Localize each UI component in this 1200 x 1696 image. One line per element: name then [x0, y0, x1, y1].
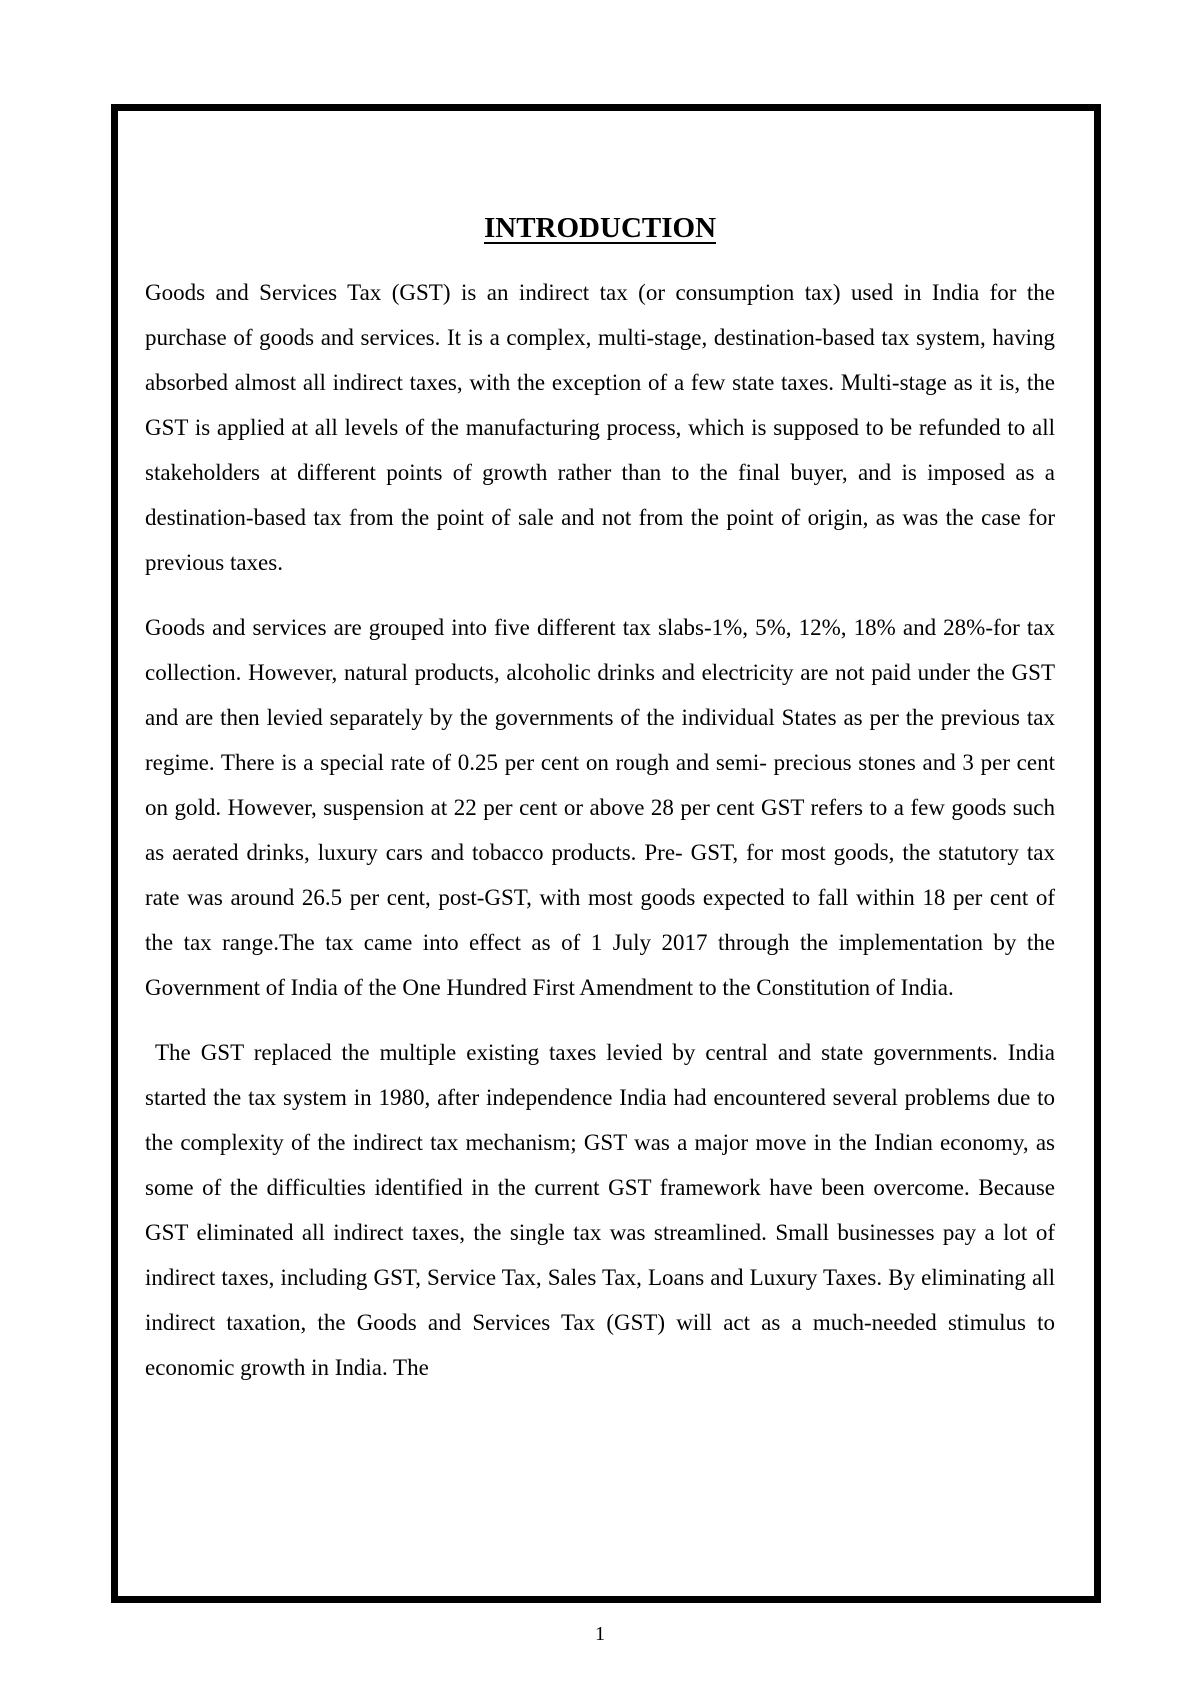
page-title: INTRODUCTION	[483, 212, 717, 244]
document-body	[145, 208, 1061, 1410]
paragraph-1: Goods and Services Tax (GST) is an indirect tax (or consumption tax) used in India for the purchase of goods and services. It is a complex, multi-stage, destination-based tax system, having absorbed almost all indirect taxes, with the exception of a few state taxes. Multi-stage as it is, the GST is applied at all levels of the manufacturing process, which is supposed to be refunded to all stakeholders at different points of growth rather than to the final buyer, and is imposed as a destination-based tax from the point of sale and not from the point of origin, as was the case for previous taxes.	[145, 280, 1055, 575]
paragraph-3: The GST replaced the multiple existing taxes levied by central and state governments. India started the tax system in 1980, after independence India had encountered several problems due to the complexity of the indirect tax mechanism; GST was a major move in the Indian economy, as some of the difficulties identified in the current GST framework have been overcome. Because GST eliminated all indirect taxes, the single tax was streamlined. Small businesses pay a lot of indirect taxes, including GST, Service Tax, Sales Tax, Loans and Luxury Taxes. By eliminating all indirect taxation, the Goods and Services Tax (GST) will act as a much-needed stimulus to economic growth in India. The	[145, 1040, 1061, 1380]
page-number: 1	[595, 1623, 605, 1645]
paragraph-2: Goods and services are grouped into five different tax slabs-1%, 5%, 12%, 18% and 28%-for tax collection. However, natural products, alcoholic drinks and electricity are not paid under the GST and are then levied separately by the governments of the individual States as per the previous tax regime. There is a special rate of 0.25 per cent on rough and semi- precious stones and 3 per cent on gold. However, suspension at 22 per cent or above 28 per cent GST refers to a few goods such as aerated drinks, luxury cars and tobacco products. Pre- GST, for most goods, the statutory tax rate was around 26.5 per cent, post-GST, with most goods expected to fall within 18 per cent of the tax range.The tax came into effect as of 1 July 2017 through the implementation by the Government of India of the One Hundred First Amendment to the Constitution of India.	[145, 615, 1055, 1000]
